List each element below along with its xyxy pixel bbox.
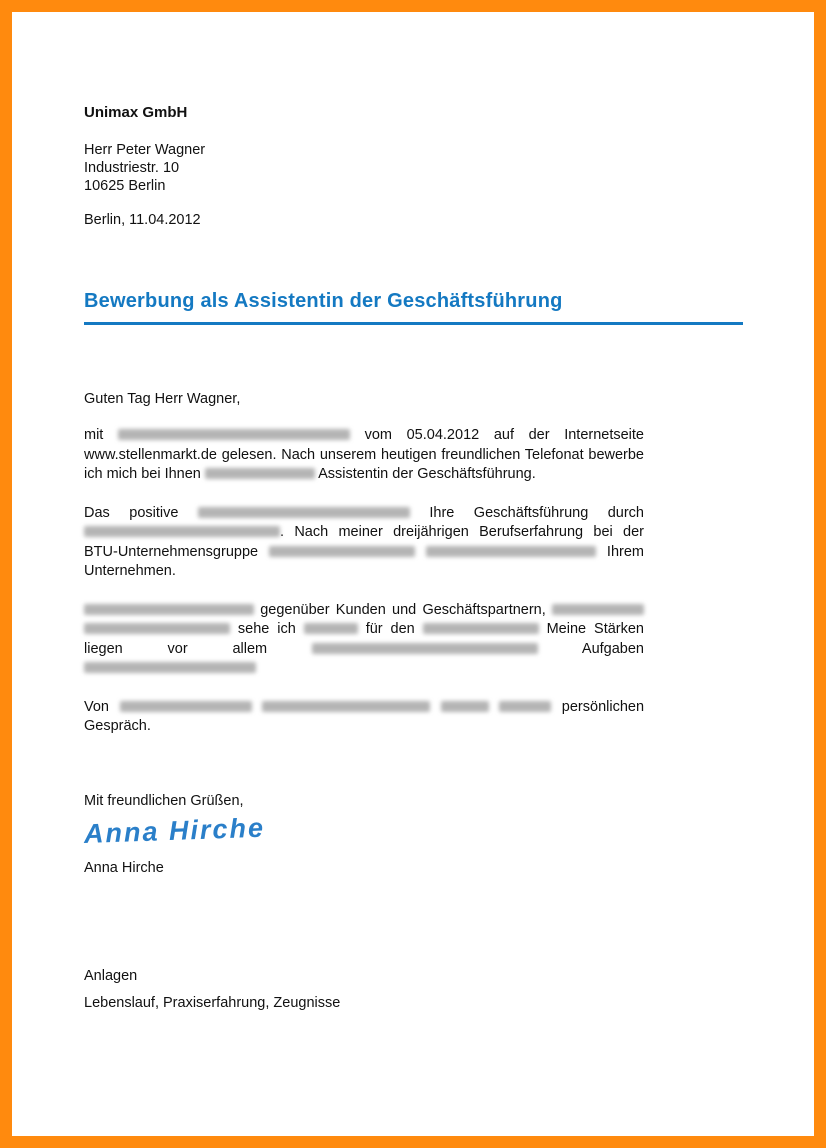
closing-line: Mit freundlichen Grüßen, [84,792,244,809]
redacted-text [423,623,539,634]
redacted-text [84,662,256,673]
recipient-line: 10625 Berlin [84,178,166,194]
body-paragraph: Das positive Ihre Geschäftsführung durch . Nach meiner dreijährigen Berufserfahrung bei der BTU-Unternehmensgruppe Ihrem Unternehmen. [84,504,644,579]
redacted-text [441,701,489,712]
redacted-text [198,507,410,518]
redacted-text [262,701,430,712]
letter-body [84,426,644,737]
handwritten-signature: Anna Hirche [83,812,266,849]
letter-page [12,12,814,1136]
redacted-text [118,429,350,440]
salutation: Guten Tag Herr Wagner, [84,391,241,407]
body-paragraph: gegenüber Kunden und Geschäftspartnern, sehe ich für den Meine Stärken liegen vor allem Aufgaben [84,601,644,679]
body-paragraph: Von persönlichen Gespräch. [84,698,645,734]
redacted-text [205,468,315,479]
redacted-text [304,623,358,634]
redacted-text [312,643,538,654]
enclosures-label: Anlagen [84,967,138,984]
redacted-text [84,623,230,634]
redacted-text [499,701,551,712]
letter-body-column [84,391,644,1011]
enclosures-list: Lebenslauf, Praxiserfahrung, Zeugnisse [84,994,341,1011]
redacted-text [426,546,596,557]
date-line: Berlin, 11.04.2012 [84,212,201,228]
recipient-address-block [84,141,814,195]
recipient-line: Industriestr. 10 [84,160,180,176]
redacted-text [552,604,644,615]
subject-heading: Bewerbung als Assistentin der Geschäftsführung [84,290,563,312]
company-name: Unimax GmbH [84,104,188,121]
recipient-line: Herr Peter Wagner [84,142,206,158]
redacted-text [120,701,252,712]
body-paragraph: mit vom 05.04.2012 auf der Internetseite www.stellenmarkt.de gelesen. Nach unserem heutigen freundlichen Telefonat bewerbe ich mich bei Ihnen Assistentin der Geschäftsführung. [84,427,644,482]
subject-underline-rule [84,322,743,325]
redacted-text [84,604,254,615]
redacted-text [269,546,415,557]
redacted-text [84,526,280,537]
signer-name: Anna Hirche [84,859,164,876]
